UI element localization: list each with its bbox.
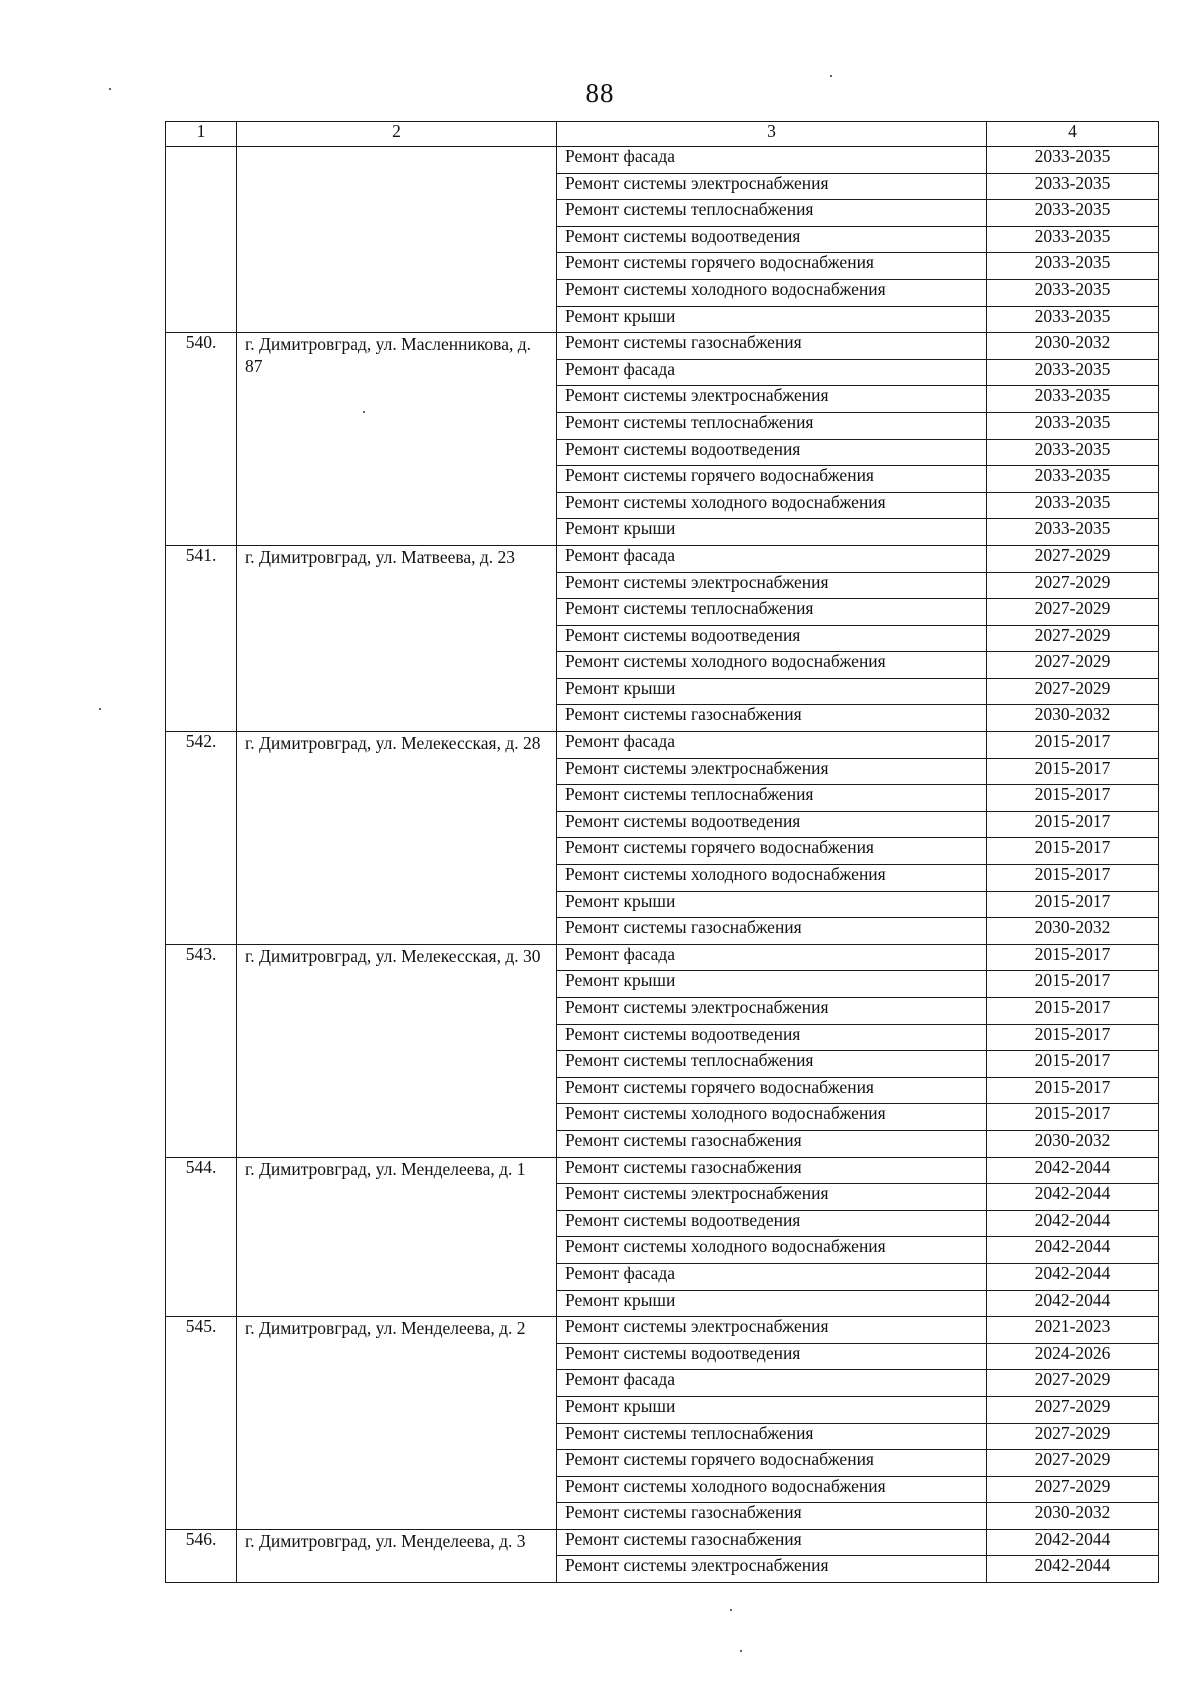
work-type-cell: Ремонт системы водоотведения	[557, 625, 987, 652]
period-cell: 2033-2035	[987, 519, 1159, 546]
period-cell: 2027-2029	[987, 652, 1159, 679]
period-cell: 2033-2035	[987, 173, 1159, 200]
work-type-cell: Ремонт системы газоснабжения	[557, 1529, 987, 1556]
period-cell: 2015-2017	[987, 838, 1159, 865]
period-cell: 2015-2017	[987, 944, 1159, 971]
work-type-cell: Ремонт системы водоотведения	[557, 1343, 987, 1370]
work-type-cell: Ремонт системы горячего водоснабжения	[557, 1450, 987, 1477]
period-cell: 2030-2032	[987, 705, 1159, 732]
work-type-cell: Ремонт фасада	[557, 359, 987, 386]
entry-number: 541.	[166, 545, 237, 731]
period-cell: 2030-2032	[987, 1130, 1159, 1157]
period-cell: 2033-2035	[987, 306, 1159, 333]
work-type-cell: Ремонт системы холодного водоснабжения	[557, 279, 987, 306]
period-cell: 2042-2044	[987, 1210, 1159, 1237]
table-row	[166, 1157, 1159, 1184]
work-type-cell: Ремонт системы электроснабжения	[557, 1184, 987, 1211]
work-type-cell: Ремонт системы холодного водоснабжения	[557, 1104, 987, 1131]
period-cell: 2015-2017	[987, 785, 1159, 812]
entry-address: г. Димитровград, ул. Менделеева, д. 3	[237, 1529, 557, 1582]
repair-schedule-table	[165, 121, 1159, 1583]
scan-speck	[363, 411, 365, 413]
work-type-cell: Ремонт системы электроснабжения	[557, 572, 987, 599]
work-type-cell: Ремонт крыши	[557, 306, 987, 333]
period-cell: 2015-2017	[987, 1024, 1159, 1051]
entry-address: г. Димитровград, ул. Масленникова, д. 87	[237, 333, 557, 546]
work-type-cell: Ремонт системы теплоснабжения	[557, 1423, 987, 1450]
period-cell: 2027-2029	[987, 1396, 1159, 1423]
work-type-cell: Ремонт крыши	[557, 1290, 987, 1317]
page-number: 88	[585, 78, 615, 108]
work-type-cell: Ремонт системы горячего водоснабжения	[557, 1077, 987, 1104]
work-type-cell: Ремонт системы холодного водоснабжения	[557, 1237, 987, 1264]
period-cell: 2042-2044	[987, 1184, 1159, 1211]
work-type-cell: Ремонт крыши	[557, 1396, 987, 1423]
period-cell: 2027-2029	[987, 625, 1159, 652]
work-type-cell: Ремонт системы водоотведения	[557, 1210, 987, 1237]
period-cell: 2033-2035	[987, 147, 1159, 174]
entry-address: г. Димитровград, ул. Матвеева, д. 23	[237, 545, 557, 731]
period-cell: 2027-2029	[987, 572, 1159, 599]
period-cell: 2033-2035	[987, 253, 1159, 280]
work-type-cell: Ремонт системы электроснабжения	[557, 998, 987, 1025]
work-type-cell: Ремонт фасада	[557, 1370, 987, 1397]
entry-number: 542.	[166, 732, 237, 945]
period-cell: 2027-2029	[987, 599, 1159, 626]
work-type-cell: Ремонт системы водоотведения	[557, 439, 987, 466]
work-type-cell: Ремонт системы газоснабжения	[557, 1157, 987, 1184]
address-cell	[237, 147, 557, 333]
work-type-cell: Ремонт системы газоснабжения	[557, 1130, 987, 1157]
period-cell: 2027-2029	[987, 678, 1159, 705]
work-type-cell: Ремонт системы водоотведения	[557, 1024, 987, 1051]
period-cell: 2021-2023	[987, 1317, 1159, 1344]
period-cell: 2015-2017	[987, 758, 1159, 785]
period-cell: 2042-2044	[987, 1290, 1159, 1317]
period-cell: 2030-2032	[987, 1503, 1159, 1530]
entry-number: 545.	[166, 1317, 237, 1530]
entry-number: 543.	[166, 944, 237, 1157]
period-cell: 2015-2017	[987, 865, 1159, 892]
work-type-cell: Ремонт системы электроснабжения	[557, 758, 987, 785]
work-type-cell: Ремонт системы холодного водоснабжения	[557, 865, 987, 892]
column-header-2: 2	[237, 122, 557, 147]
scan-speck	[99, 708, 101, 710]
period-cell: 2027-2029	[987, 1476, 1159, 1503]
work-type-cell: Ремонт системы горячего водоснабжения	[557, 838, 987, 865]
work-type-cell: Ремонт системы теплоснабжения	[557, 1051, 987, 1078]
period-cell: 2027-2029	[987, 1450, 1159, 1477]
work-type-cell: Ремонт системы электроснабжения	[557, 173, 987, 200]
scan-speck	[830, 75, 832, 77]
period-cell: 2042-2044	[987, 1529, 1159, 1556]
period-cell: 2027-2029	[987, 1423, 1159, 1450]
period-cell: 2015-2017	[987, 1051, 1159, 1078]
table-row	[166, 1529, 1159, 1556]
entry-number: 544.	[166, 1157, 237, 1317]
entry-number: 540.	[166, 333, 237, 546]
period-cell: 2042-2044	[987, 1157, 1159, 1184]
period-cell: 2033-2035	[987, 466, 1159, 493]
period-cell: 2033-2035	[987, 439, 1159, 466]
period-cell: 2033-2035	[987, 412, 1159, 439]
work-type-cell: Ремонт фасада	[557, 147, 987, 174]
work-type-cell: Ремонт системы газоснабжения	[557, 918, 987, 945]
period-cell: 2027-2029	[987, 545, 1159, 572]
work-type-cell: Ремонт системы горячего водоснабжения	[557, 466, 987, 493]
column-header-4: 4	[987, 122, 1159, 147]
entry-address: г. Димитровград, ул. Мелекесская, д. 30	[237, 944, 557, 1157]
work-type-cell: Ремонт системы теплоснабжения	[557, 785, 987, 812]
table-row	[166, 944, 1159, 971]
work-type-cell: Ремонт системы газоснабжения	[557, 705, 987, 732]
work-type-cell: Ремонт крыши	[557, 678, 987, 705]
period-cell: 2042-2044	[987, 1263, 1159, 1290]
entry-address: г. Димитровград, ул. Мелекесская, д. 28	[237, 732, 557, 945]
scan-speck	[730, 1609, 732, 1611]
entry-number-cell	[166, 147, 237, 333]
work-type-cell: Ремонт системы электроснабжения	[557, 1317, 987, 1344]
work-type-cell: Ремонт системы горячего водоснабжения	[557, 253, 987, 280]
work-type-cell: Ремонт системы электроснабжения	[557, 386, 987, 413]
period-cell: 2015-2017	[987, 1077, 1159, 1104]
period-cell: 2015-2017	[987, 811, 1159, 838]
work-type-cell: Ремонт системы теплоснабжения	[557, 412, 987, 439]
entry-number: 546.	[166, 1529, 237, 1582]
work-type-cell: Ремонт фасада	[557, 1263, 987, 1290]
work-type-cell: Ремонт системы газоснабжения	[557, 333, 987, 360]
period-cell: 2033-2035	[987, 492, 1159, 519]
work-type-cell: Ремонт системы водоотведения	[557, 226, 987, 253]
table-body	[166, 122, 1159, 1583]
table-row	[166, 333, 1159, 360]
period-cell: 2033-2035	[987, 386, 1159, 413]
period-cell: 2015-2017	[987, 732, 1159, 759]
table-row	[166, 732, 1159, 759]
period-cell: 2033-2035	[987, 226, 1159, 253]
header-row	[166, 122, 1159, 147]
entry-address: г. Димитровград, ул. Менделеева, д. 2	[237, 1317, 557, 1530]
period-cell: 2030-2032	[987, 333, 1159, 360]
scan-speck	[740, 1650, 742, 1652]
work-type-cell: Ремонт фасада	[557, 732, 987, 759]
work-type-cell: Ремонт системы холодного водоснабжения	[557, 492, 987, 519]
period-cell: 2015-2017	[987, 891, 1159, 918]
period-cell: 2033-2035	[987, 359, 1159, 386]
period-cell: 2015-2017	[987, 998, 1159, 1025]
column-header-1: 1	[166, 122, 237, 147]
work-type-cell: Ремонт фасада	[557, 545, 987, 572]
period-cell: 2015-2017	[987, 1104, 1159, 1131]
work-type-cell: Ремонт крыши	[557, 519, 987, 546]
period-cell: 2024-2026	[987, 1343, 1159, 1370]
entry-address: г. Димитровград, ул. Менделеева, д. 1	[237, 1157, 557, 1317]
work-type-cell: Ремонт системы электроснабжения	[557, 1556, 987, 1583]
table-row	[166, 1317, 1159, 1344]
period-cell: 2042-2044	[987, 1237, 1159, 1264]
work-type-cell: Ремонт системы теплоснабжения	[557, 200, 987, 227]
work-type-cell: Ремонт системы теплоснабжения	[557, 599, 987, 626]
work-type-cell: Ремонт крыши	[557, 891, 987, 918]
work-type-cell: Ремонт фасада	[557, 944, 987, 971]
work-type-cell: Ремонт крыши	[557, 971, 987, 998]
work-type-cell: Ремонт системы холодного водоснабжения	[557, 1476, 987, 1503]
table-row	[166, 545, 1159, 572]
period-cell: 2033-2035	[987, 200, 1159, 227]
period-cell: 2033-2035	[987, 279, 1159, 306]
period-cell: 2042-2044	[987, 1556, 1159, 1583]
work-type-cell: Ремонт системы газоснабжения	[557, 1503, 987, 1530]
period-cell: 2015-2017	[987, 971, 1159, 998]
period-cell: 2030-2032	[987, 918, 1159, 945]
column-header-3: 3	[557, 122, 987, 147]
work-type-cell: Ремонт системы водоотведения	[557, 811, 987, 838]
table-row	[166, 147, 1159, 174]
period-cell: 2027-2029	[987, 1370, 1159, 1397]
work-type-cell: Ремонт системы холодного водоснабжения	[557, 652, 987, 679]
scan-speck	[109, 88, 111, 90]
